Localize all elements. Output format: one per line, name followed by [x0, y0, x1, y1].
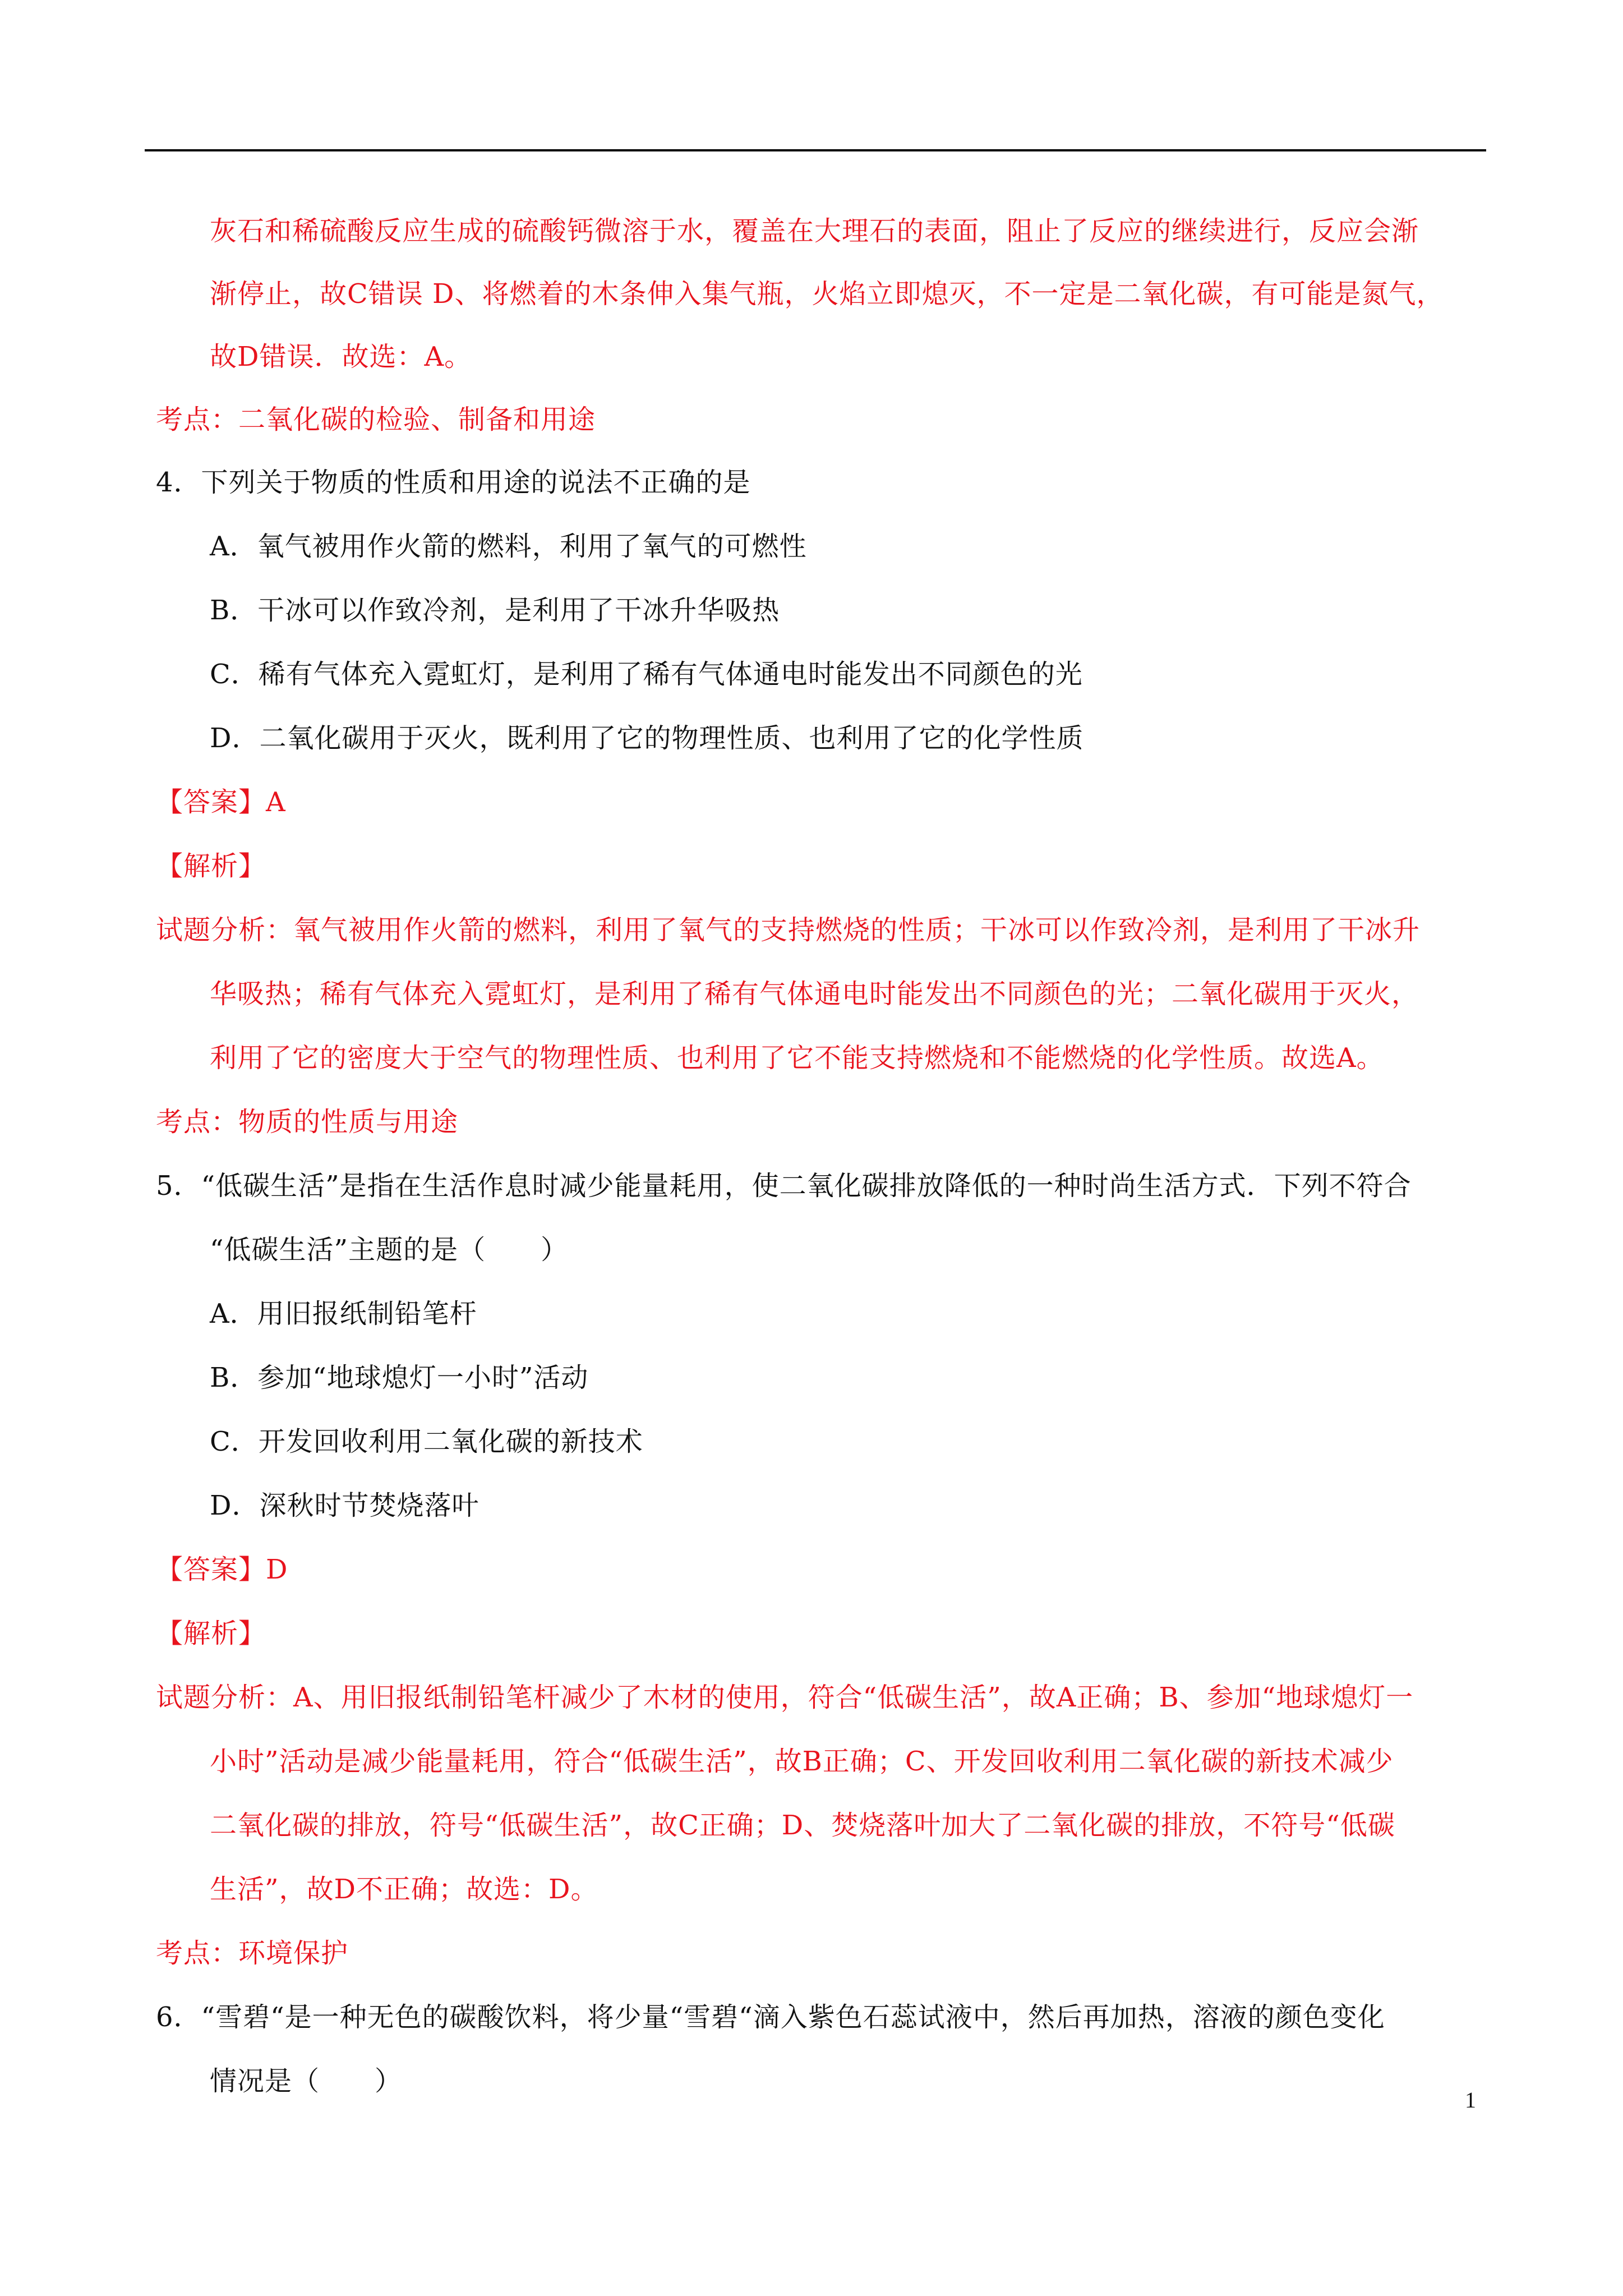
q6-stem-line-2: 情况是（ ）	[210, 2065, 403, 2097]
q5-stem-line-1: 5．“低碳生活”是指在生活作息时减少能量耗用，使二氧化碳排放降低的一种时尚生活方式．下列不符合	[156, 1170, 1412, 1202]
q5-analysis-line-4: 生活”，故D不正确；故选：D。	[210, 1874, 598, 1905]
q4-option-d: D．二氧化碳用于灭火，既利用了它的物理性质、也利用了它的化学性质	[210, 723, 1084, 754]
q5-analysis-line-1: 试题分析：A、用旧报纸制铅笔杆减少了木材的使用，符合“低碳生活”，故A正确；B、参加“地球熄灯一	[156, 1682, 1414, 1713]
q4-analysis-line-3: 利用了它的密度大于空气的物理性质、也利用了它不能支持燃烧和不能燃烧的化学性质。故选A。	[210, 1042, 1384, 1074]
prev-explanation-line-1: 灰石和稀硫酸反应生成的硫酸钙微溶于水，覆盖在大理石的表面，阻止了反应的继续进行，反应会渐	[210, 215, 1419, 247]
prev-topic: 考点：二氧化碳的检验、制备和用途	[156, 404, 596, 435]
q5-answer: 【答案】D	[156, 1554, 288, 1585]
q6-stem-line-1: 6．“雪碧“是一种无色的碳酸饮料，将少量“雪碧“滴入紫色石蕊试液中，然后再加热，溶液的颜色变化	[156, 2001, 1385, 2033]
q5-option-a: A．用旧报纸制铅笔杆	[210, 1298, 477, 1329]
q5-analysis-label: 【解析】	[156, 1618, 266, 1649]
q4-stem: 4．下列关于物质的性质和用途的说法不正确的是	[156, 467, 751, 498]
q5-option-c: C．开发回收利用二氧化碳的新技术	[210, 1426, 643, 1457]
q5-analysis-line-3: 二氧化碳的排放，符号“低碳生活”，故C正确；D、焚烧落叶加大了二氧化碳的排放，不符号“低碳	[210, 1810, 1395, 1841]
prev-explanation-line-2: 渐停止，故C错误 D、将燃着的木条伸入集气瓶，火焰立即熄灭，不一定是二氧化碳，有可能是氮气，	[210, 278, 1444, 310]
q5-analysis-line-2: 小时”活动是减少能量耗用，符合“低碳生活”，故B正确；C、开发回收利用二氧化碳的新技术减少	[210, 1746, 1394, 1777]
q5-stem-line-2: “低碳生活”主题的是（ ）	[210, 1234, 569, 1266]
q4-analysis-label: 【解析】	[156, 850, 266, 882]
q4-option-c: C．稀有气体充入霓虹灯，是利用了稀有气体通电时能发出不同颜色的光	[210, 659, 1083, 690]
q4-analysis-line-2: 华吸热；稀有气体充入霓虹灯，是利用了稀有气体通电时能发出不同颜色的光；二氧化碳用于灭火，	[210, 978, 1419, 1010]
q4-analysis-line-1: 试题分析：氧气被用作火箭的燃料，利用了氧气的支持燃烧的性质；干冰可以作致冷剂，是利用了干冰升	[156, 914, 1421, 946]
q4-option-b: B．干冰可以作致冷剂，是利用了干冰升华吸热	[210, 595, 780, 626]
q4-option-a: A．氧气被用作火箭的燃料，利用了氧气的可燃性	[210, 531, 807, 562]
q4-topic: 考点：物质的性质与用途	[156, 1106, 459, 1138]
header-rule	[145, 149, 1486, 151]
q4-answer: 【答案】A	[156, 786, 286, 818]
prev-explanation-line-3: 故D错误．故选：A。	[210, 341, 472, 372]
page-number: 1	[1465, 2087, 1476, 2113]
q5-topic: 考点：环境保护	[156, 1938, 349, 1969]
q5-option-d: D．深秋时节焚烧落叶	[210, 1490, 479, 1521]
q5-option-b: B．参加“地球熄灯一小时”活动	[210, 1362, 589, 1393]
